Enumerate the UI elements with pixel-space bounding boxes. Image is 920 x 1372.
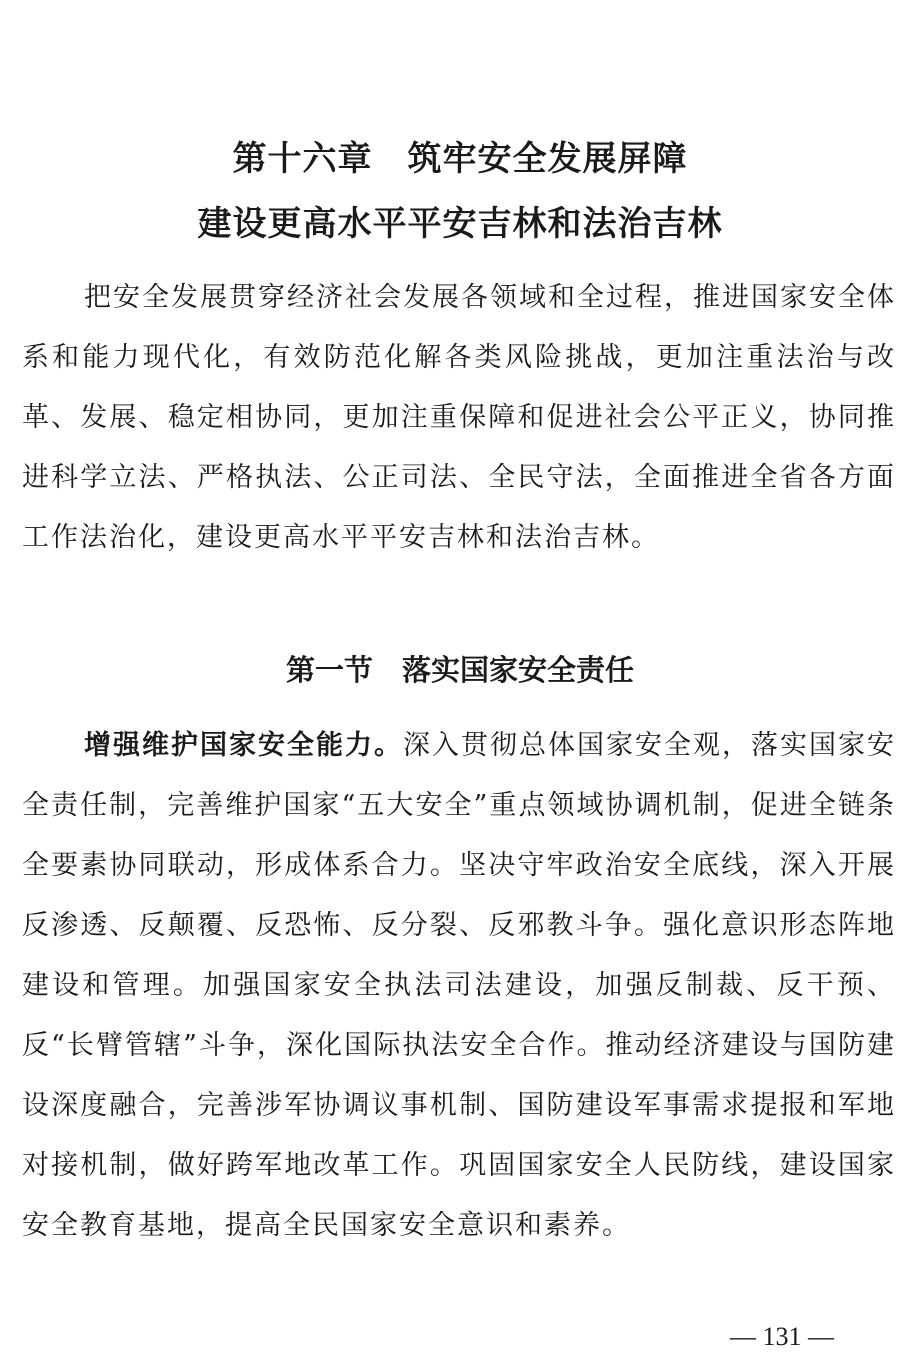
paragraph-lead: 增强维护国家安全能力。 bbox=[84, 730, 403, 761]
chapter-subtitle: 建设更高水平平安吉林和法治吉林 bbox=[197, 204, 723, 244]
page-number: — 131 — bbox=[730, 1322, 834, 1351]
intro-paragraph: 把安全发展贯穿经济社会发展各领域和全过程，推进国家安全体系和能力现代化，有效防范化解各类风险挑战，更加注重法治与改革、发展、稳定相协同，更加注重保障和促进社会公平正义，协同推进科学立法、严格执法、公正司法、全民守法，全面推进全省各方面工作法治化，建设更高水平平安吉林和法治吉林。 bbox=[22, 282, 896, 553]
paragraph-body: 深入贯彻总体国家安全观，落实国家安全责任制，完善维护国家“五大安全”重点领域协调机制，促进全链条全要素协同联动，形成体系合力。坚决守牢政治安全底线，深入开展反渗透、反颠覆、反恐怖、反分裂、反邪教斗争。强化意识形态阵地建设和管理。加强国家安全执法司法建设，加强反制裁、反干预、反“长臂管辖”斗争，深化国际执法安全合作。推动经济建设与国防建设深度融合，完善涉军协调议事机制、国防建设军事需求提报和军地对接机制，做好跨军地改革工作。巩固国家安全人民防线，建设国家安全教育基地，提高全民国家安全意识和素养。 bbox=[22, 730, 896, 1241]
chapter-title: 第十六章 筑牢安全发展屏障 bbox=[232, 139, 688, 179]
section-paragraph bbox=[22, 716, 896, 1256]
section-title: 第一节 落实国家安全责任 bbox=[285, 653, 634, 687]
